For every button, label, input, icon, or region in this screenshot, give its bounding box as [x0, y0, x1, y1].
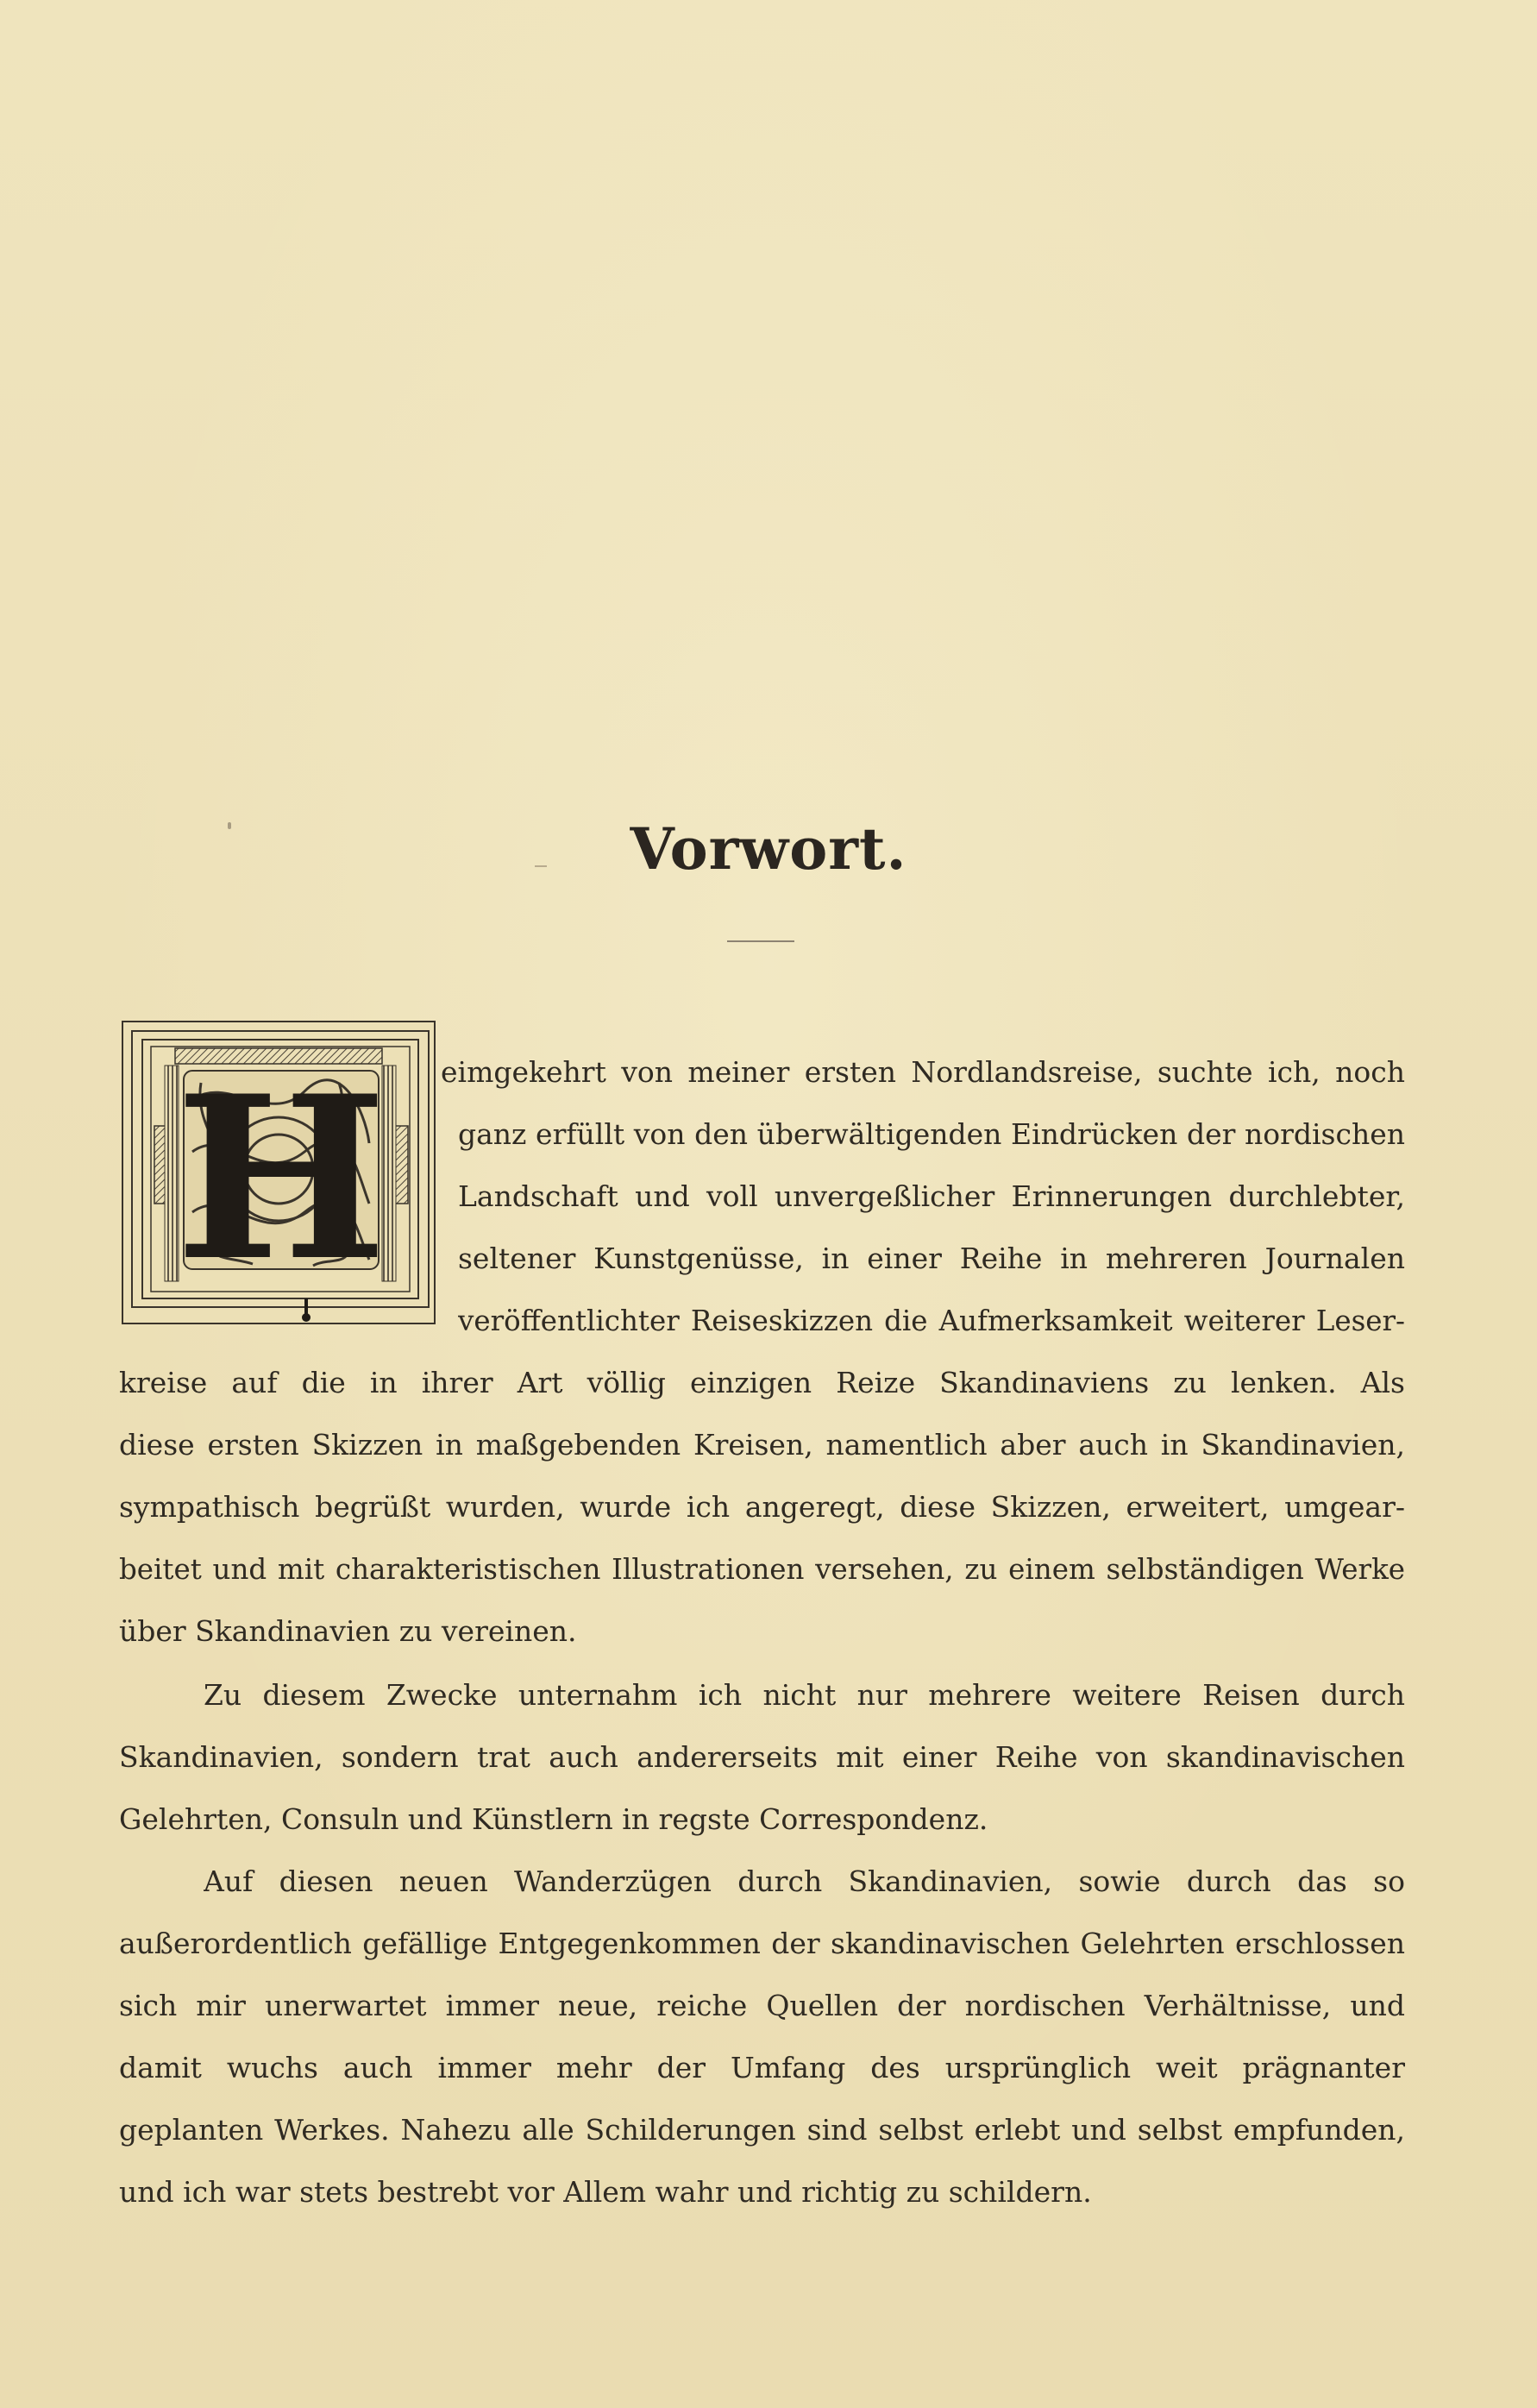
text-line: sich mir unerwartet immer neue, reiche Quellen der nordischen Verhältnisse, und [119, 1989, 1405, 2022]
heading-divider [727, 940, 794, 942]
text-line: Auf diesen neuen Wanderzügen durch Skandinavien, sowie durch das so [204, 1864, 1405, 1898]
page-heading: Vorwort. [630, 815, 907, 883]
text-line: kreise auf die in ihrer Art völlig einzigen Reize Skandinaviens zu lenken. Als [119, 1366, 1405, 1399]
text-line: Zu diesem Zwecke unternahm ich nicht nur mehrere weitere Reisen durch [204, 1678, 1405, 1712]
text-line: über Skandinavien zu vereinen. [119, 1614, 577, 1648]
text-line: außerordentlich gefällige Entgegenkommen der skandinavischen Gelehrten erschlossen [119, 1927, 1405, 1960]
text-line: diese ersten Skizzen in maßgebenden Kreisen, namentlich aber auch in Skandinavien, [119, 1428, 1405, 1462]
text-line: sympathisch begrüßt wurden, wurde ich angeregt, diese Skizzen, erweitert, umgear- [119, 1490, 1405, 1524]
ornamental-initial-h-icon [123, 1022, 437, 1326]
text-line: Landschaft und voll unvergeßlicher Erinnerungen durchlebter, [458, 1179, 1405, 1213]
decorated-initial [122, 1021, 436, 1324]
text-line: veröffentlichter Reiseskizzen die Aufmerksamkeit weiterer Leser- [458, 1305, 1405, 1337]
text-line: geplanten Werkes. Nahezu alle Schilderungen sind selbst erlebt und selbst empfunden, [119, 2113, 1405, 2147]
text-line: damit wuchs auch immer mehr der Umfang des ursprünglich weit prägnanter [119, 2051, 1405, 2084]
text-line: Skandinavien, sondern trat auch andererseits mit einer Reihe von skandinavischen [119, 1740, 1405, 1774]
text-line: beitet und mit charakteristischen Illustrationen versehen, zu einem selbständigen Werke [119, 1553, 1405, 1586]
text-line: ganz erfüllt von den überwältigenden Eindrücken der nordischen [458, 1117, 1405, 1151]
text-line: Gelehrten, Consuln und Künstlern in regste Correspondenz. [119, 1802, 988, 1836]
text-line: eimgekehrt von meiner ersten Nordlandsreise, suchte ich, noch [441, 1055, 1405, 1089]
text-line: und ich war stets bestrebt vor Allem wahr und richtig zu schildern. [119, 2175, 1092, 2209]
svg-text:H: H [175, 1047, 387, 1311]
text-line: seltener Kunstgenüsse, in einer Reihe in mehreren Journalen [458, 1242, 1405, 1275]
